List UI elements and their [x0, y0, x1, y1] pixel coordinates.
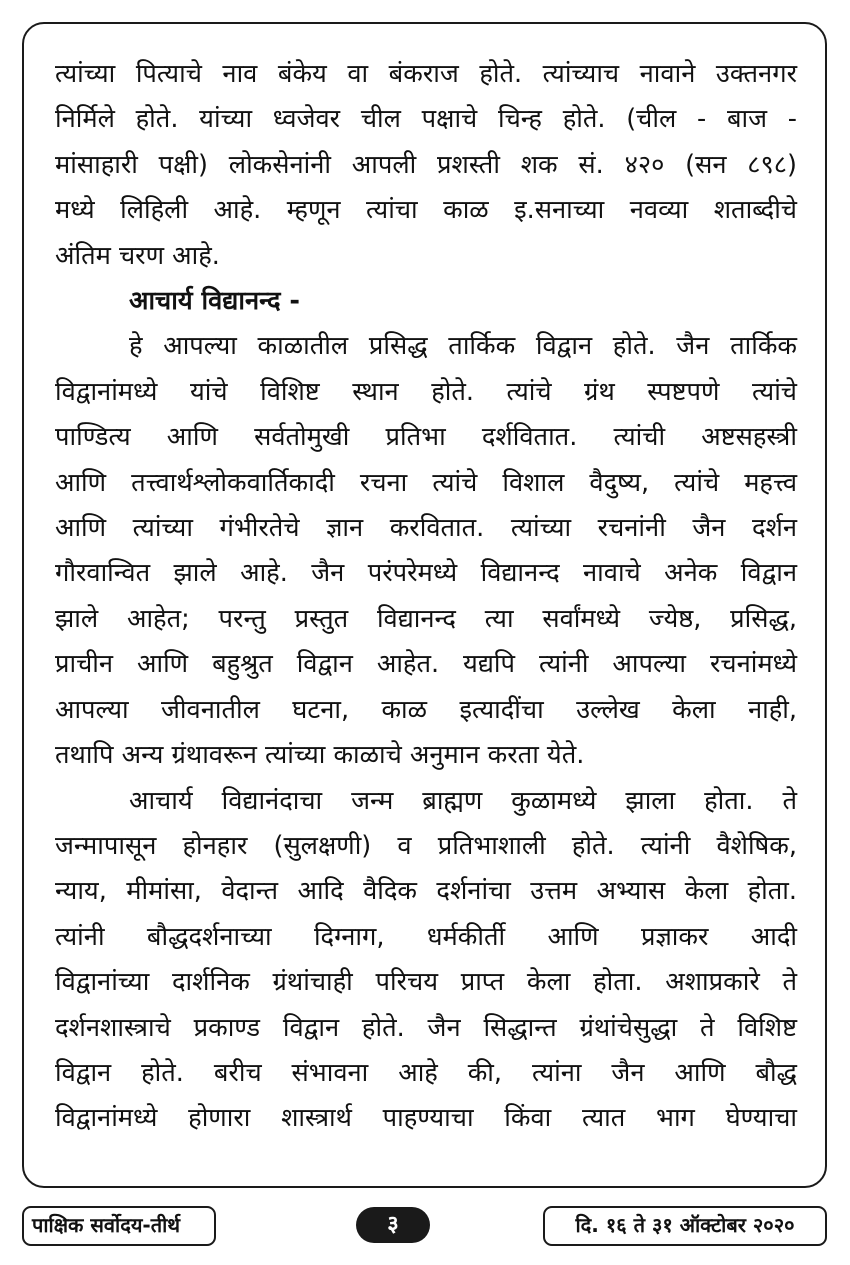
text-line: निर्मिले होते. यांच्या ध्वजेवर चील पक्षाचे चिन्ह होते. (चील - बाज - — [55, 104, 797, 135]
text-line: दर्शनशास्त्राचे प्रकाण्ड विद्वान होते. जैन सिद्धान्त ग्रंथांचेसुद्धा ते विशिष्ट — [55, 1012, 797, 1043]
text-line: अंतिम चरण आहे. — [55, 240, 220, 271]
section-heading: आचार्य विद्यानन्द - — [129, 286, 301, 317]
text-line: विद्वान होते. बरीच संभावना आहे की, त्यांना जैन आणि बौद्ध — [55, 1057, 797, 1088]
page-number: ३ — [356, 1207, 430, 1243]
text-line: त्यांच्या पित्याचे नाव बंकेय वा बंकराज होते. त्यांच्याच नावाने उक्तनगर — [55, 59, 797, 89]
text-line: गौरवान्वित झाले आहे. जैन परंपरेमध्ये विद्यानन्द नावाचे अनेक विद्वान — [55, 558, 797, 589]
text-line: आणि त्यांच्या गंभीरतेचे ज्ञान करवितात. त्यांच्या रचनांनी जैन दर्शन — [55, 513, 797, 544]
text-line: आचार्य विद्यानंदाचा जन्म ब्राह्मण कुळामध्ये झाला होता. ते — [129, 785, 797, 816]
text-line: प्राचीन आणि बहुश्रुत विद्वान आहेत. यद्यपि त्यांनी आपल्या रचनांमध्ये — [55, 649, 797, 680]
text-line: झाले आहेत; परन्तु प्रस्तुत विद्यानन्द त्या सर्वांमध्ये ज्येष्ठ, प्रसिद्ध, — [55, 603, 797, 634]
text-line: न्याय, मीमांसा, वेदान्त आदि वैदिक दर्शनांचा उत्तम अभ्यास केला होता. — [55, 876, 797, 907]
body-text — [55, 52, 797, 1142]
text-line: आपल्या जीवनातील घटना, काळ इत्यादींचा उल्लेख केला नाही, — [55, 694, 797, 725]
text-line: त्यांनी बौद्धदर्शनाच्या दिग्नाग, धर्मकीर्ती आणि प्रज्ञाकर आदी — [55, 921, 797, 952]
text-line: विद्वानांच्या दार्शनिक ग्रंथांचाही परिचय प्राप्त केला होता. अशाप्रकारे ते — [55, 967, 797, 998]
text-line: पाण्डित्य आणि सर्वतोमुखी प्रतिभा दर्शवितात. त्यांची अष्टसहस्त्री — [55, 422, 797, 453]
text-line: मध्ये लिहिली आहे. म्हणून त्यांचा काळ इ.सनाच्या नवव्या शताब्दीचे — [55, 195, 797, 226]
text-line: विद्वानांमध्ये होणारा शास्त्रार्थ पाहण्याचा किंवा त्यात भाग घेण्याचा — [55, 1103, 797, 1134]
text-line: तथापि अन्य ग्रंथावरून त्यांच्या काळाचे अनुमान करता येते. — [55, 740, 585, 771]
text-line: हे आपल्या काळातील प्रसिद्ध तार्किक विद्वान होते. जैन तार्किक — [129, 331, 797, 362]
text-line: मांसाहारी पक्षी) लोकसेनांनी आपली प्रशस्ती शक सं. ४२० (सन ८९८) — [55, 149, 797, 180]
text-line: विद्वानांमध्ये यांचे विशिष्ट स्थान होते. त्यांचे ग्रंथ स्पष्टपणे त्यांचे — [55, 376, 797, 407]
text-line: जन्मापासून होनहार (सुलक्षणी) व प्रतिभाशाली होते. त्यांनी वैशेषिक, — [55, 830, 797, 861]
text-line: आणि तत्त्वार्थश्लोकवार्तिकादी रचना त्यांचे विशाल वैदुष्य, त्यांचे महत्त्व — [55, 467, 797, 498]
publication-name: पाक्षिक सर्वोदय-तीर्थ — [22, 1206, 216, 1246]
issue-date: दि. १६ ते ३१ ऑक्टोबर २०२० — [543, 1206, 827, 1246]
